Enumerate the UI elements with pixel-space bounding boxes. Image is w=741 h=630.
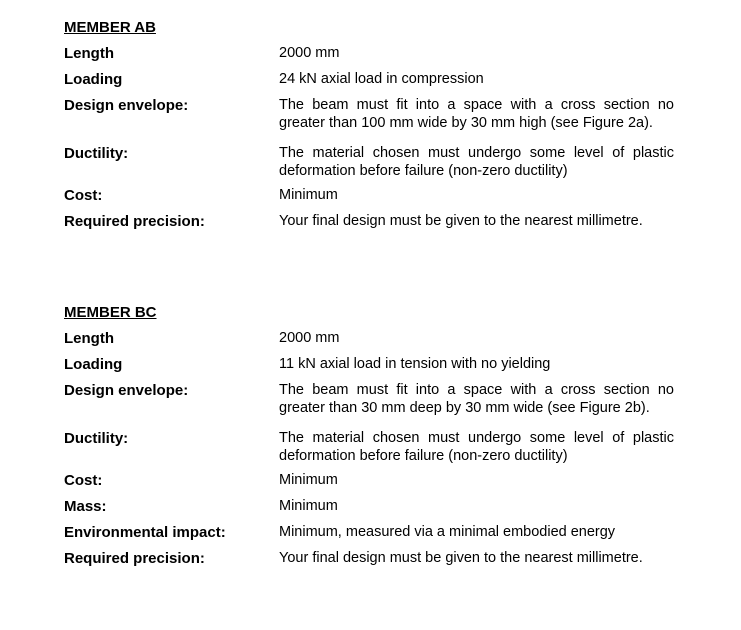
cost-value: Minimum: [279, 187, 338, 203]
member-bc-environmental-row: [64, 523, 674, 543]
ductility-label: Ductility:: [64, 145, 129, 162]
member-ab-precision-row: [64, 212, 674, 232]
member-ab-title: MEMBER AB: [64, 19, 156, 36]
member-bc-precision-row: [64, 549, 674, 569]
mass-value: Minimum: [279, 498, 338, 514]
loading-value: 11 kN axial load in tension with no yielding: [279, 356, 551, 372]
member-ab-ductility-row: [64, 144, 674, 180]
ductility-value: The material chosen must undergo some level of plastic deformation before failure (non-zero ductility): [279, 430, 674, 464]
required-precision-value: Your final design must be given to the nearest millimetre.: [279, 213, 643, 229]
member-bc-mass-row: [64, 497, 674, 517]
design-envelope-value: The beam must fit into a space with a cross section no greater than 30 mm deep by 30 mm wide (see Figure 2b).: [279, 382, 674, 416]
member-ab-cost-row: [64, 186, 674, 206]
member-bc-cost-row: [64, 471, 674, 491]
required-precision-value: Your final design must be given to the nearest millimetre.: [279, 550, 643, 566]
loading-label: Loading: [64, 71, 123, 88]
length-value: 2000 mm: [279, 330, 340, 346]
length-value: 2000 mm: [279, 45, 340, 61]
member-bc-length-row: [64, 329, 674, 349]
length-label: Length: [64, 45, 114, 62]
cost-label: Cost:: [64, 187, 103, 204]
member-bc-section: [64, 303, 674, 575]
design-envelope-label: Design envelope:: [64, 382, 189, 399]
member-bc-ductility-row: [64, 429, 674, 465]
member-bc-loading-row: [64, 355, 674, 375]
member-ab-section: [64, 18, 674, 238]
required-precision-label: Required precision:: [64, 550, 205, 567]
member-ab-loading-row: [64, 70, 674, 90]
cost-value: Minimum: [279, 472, 338, 488]
loading-value: 24 kN axial load in compression: [279, 71, 484, 87]
design-envelope-value: The beam must fit into a space with a cross section no greater than 100 mm wide by 30 mm high (see Figure 2a).: [279, 97, 674, 131]
member-bc-design-envelope-row: [64, 381, 674, 417]
member-ab-design-envelope-row: [64, 96, 674, 132]
length-label: Length: [64, 330, 114, 347]
environmental-impact-label: Environmental impact:: [64, 524, 226, 541]
design-envelope-label: Design envelope:: [64, 97, 189, 114]
required-precision-label: Required precision:: [64, 213, 205, 230]
ductility-label: Ductility:: [64, 430, 129, 447]
cost-label: Cost:: [64, 472, 103, 489]
environmental-impact-value: Minimum, measured via a minimal embodied energy: [279, 524, 616, 540]
member-ab-length-row: [64, 44, 674, 64]
member-bc-title: MEMBER BC: [64, 304, 157, 321]
loading-label: Loading: [64, 356, 123, 373]
ductility-value: The material chosen must undergo some level of plastic deformation before failure (non-zero ductility): [279, 145, 674, 179]
mass-label: Mass:: [64, 498, 107, 515]
